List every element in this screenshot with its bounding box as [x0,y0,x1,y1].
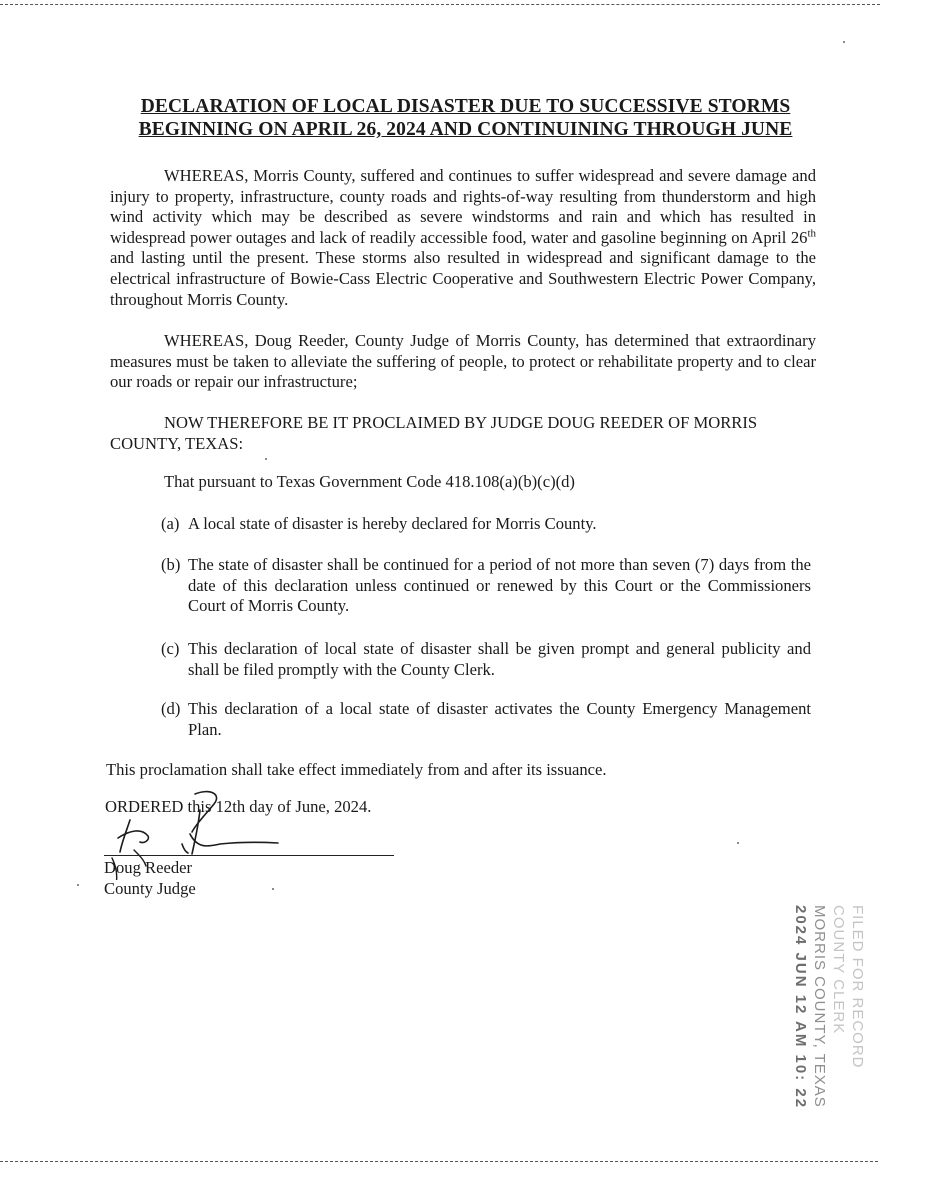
provision-text: This declaration of local state of disaster shall be given prompt and general publicity and shall be filed promptly with the County Clerk. [188,639,811,679]
ordinal-superscript: th [807,227,816,240]
stamp-line: FILED FOR RECORD [849,905,866,1069]
scan-speck [265,458,267,460]
title-line-2: BEGINNING ON APRIL 26, 2024 AND CONTINUINING THROUGH JUNE [138,119,793,140]
effective-statement: This proclamation shall take effect immediately from and after its issuance. [106,760,607,779]
provision-label: (c) [161,639,180,658]
provision-item-d [161,699,811,740]
provision-text: A local state of disaster is hereby declared for Morris County. [188,514,597,533]
scan-edge-top [0,4,880,5]
stamp-line: MORRIS COUNTY, TEXAS [811,905,828,1108]
scan-edge-bottom [0,1161,878,1162]
provision-text: The state of disaster shall be continued for a period of not more than seven (7) days from the date of this declaration unless continued or renewed by this Court or the Commissioners Court of Morris County. [188,555,811,616]
title-line-1: DECLARATION OF LOCAL DISASTER DUE TO SUCCESSIVE STORMS [140,96,791,117]
document-title [113,95,818,141]
paragraph-text: WHEREAS, Morris County, suffered and continues to suffer widespread and severe damage and injury to property, infrastructure, county roads and rights-of-way resulting from thunderstorm and high wind activity which may be described as severe windstorms and rain and which has resulted in widespread power outages and lack of readily accessible food, water and gasoline beginning on April 26 [110,166,816,247]
provision-item-c [161,639,811,680]
provision-label: (d) [161,699,181,718]
pursuant-statement: That pursuant to Texas Government Code 418.108(a)(b)(c)(d) [164,472,575,491]
provision-item-a [161,514,811,535]
signer-block [104,857,196,899]
provision-label: (b) [161,555,181,574]
paragraph-text: and lasting until the present. These storms also resulted in widespread and significant damage to the electrical infrastructure of Bowie-Cass Electric Cooperative and Southwestern Electric Power Company, throughout Morris County. [110,248,816,309]
scan-speck [77,884,79,886]
provision-item-b [161,555,811,617]
signer-title: County Judge [104,879,196,898]
clerk-filing-stamp [745,905,875,1110]
scan-speck [843,41,845,43]
stamp-line: COUNTY CLERK [830,905,847,1035]
signature-line [104,855,394,856]
stamp-date: 2024 JUN 12 AM 10: 22 [792,905,809,1110]
whereas-paragraph-storms [110,166,816,310]
whereas-paragraph-judge: WHEREAS, Doug Reeder, County Judge of Morris County, has determined that extraordinary measures must be taken to alleviate the suffering of people, to protect or rehabilitate property and to clear our roads or repair our infrastructure; [110,331,816,392]
provision-text: This declaration of a local state of disaster activates the County Emergency Management Plan. [188,699,811,739]
provision-label: (a) [161,514,180,533]
ordered-date-line: ORDERED this 12th day of June, 2024. [105,797,372,816]
scan-speck [272,888,274,890]
proclamation-paragraph: NOW THEREFORE BE IT PROCLAIMED BY JUDGE DOUG REEDER OF MORRIS COUNTY, TEXAS: [110,413,758,453]
scan-speck [737,842,739,844]
signer-name: Doug Reeder [104,858,193,877]
